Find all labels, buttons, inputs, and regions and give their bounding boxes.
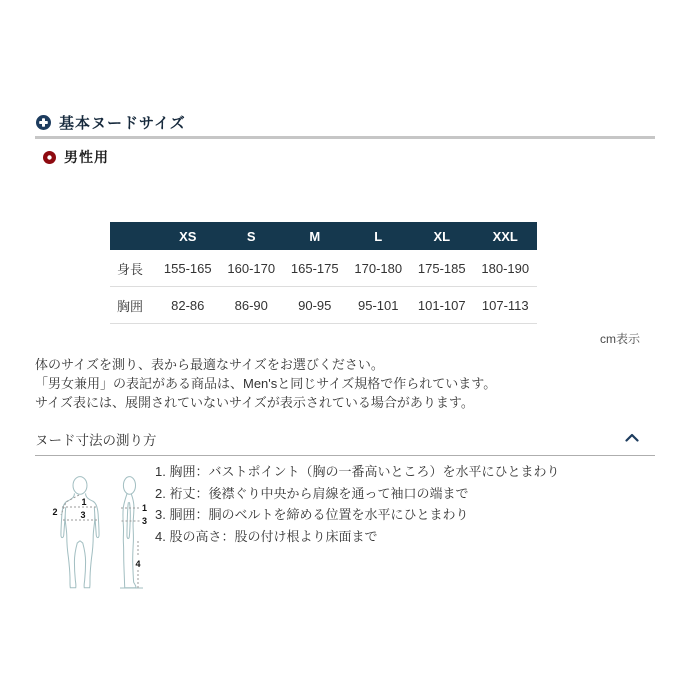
measure-guide-toggle[interactable]: ヌード寸法の測り方: [35, 433, 157, 448]
size-cell: 90-95: [283, 287, 347, 324]
size-cell: 95-101: [347, 287, 411, 324]
chevron-up-icon[interactable]: [625, 433, 639, 442]
size-notes: [35, 355, 496, 412]
note-line: サイズ表には、展開されていないサイズが表示されている場合があります。: [35, 395, 474, 410]
figure-label-4: 4: [135, 559, 141, 569]
plus-circle-icon: [36, 115, 51, 130]
row-label: 胸囲: [110, 287, 156, 324]
figure-label-3-right: 3: [141, 516, 148, 526]
figure-label-1-front: 1: [81, 497, 87, 507]
size-column-header: [110, 222, 156, 250]
note-line: 体のサイズを測り、表から最適なサイズをお選びください。: [35, 357, 384, 372]
size-cell: 175-185: [410, 250, 474, 287]
size-cell: 101-107: [410, 287, 474, 324]
size-cell: 86-90: [220, 287, 284, 324]
size-cell: 107-113: [474, 287, 538, 324]
figure-label-2: 2: [52, 507, 58, 517]
table-row: [110, 287, 537, 324]
figure-label-1-right: 1: [141, 503, 148, 513]
subsection-title: 男性用: [64, 149, 109, 165]
size-table: [110, 222, 537, 324]
instruction-line: 4. 股の高さ：股の付け根より床面まで: [155, 528, 378, 544]
instruction-line: 1. 胸囲：バストポイント（胸の一番高いところ）を水平にひとまわり: [155, 464, 560, 479]
size-cell: 82-86: [156, 287, 220, 324]
size-cell: 155-165: [156, 250, 220, 287]
size-column-header: L: [347, 222, 411, 250]
measure-guide-divider: [35, 455, 655, 456]
size-column-header: S: [220, 222, 284, 250]
unit-note: cm表示: [600, 332, 640, 346]
target-circle-icon: [43, 151, 56, 164]
size-column-header: XS: [156, 222, 220, 250]
instruction-line: 2. 裄丈：後襟ぐり中央から肩線を通って袖口の端まで: [155, 485, 469, 501]
size-column-header: M: [283, 222, 347, 250]
figure-label-3-front: 3: [80, 510, 86, 520]
size-table-header-row: [110, 222, 537, 250]
size-cell: 165-175: [283, 250, 347, 287]
note-line: 「男女兼用」の表記がある商品は、Men'sと同じサイズ規格で作られています。: [35, 376, 497, 391]
size-column-header: XL: [410, 222, 474, 250]
subsection-mens: [43, 147, 109, 167]
size-cell: 160-170: [220, 250, 284, 287]
size-cell: 170-180: [347, 250, 411, 287]
section-title: 基本ヌードサイズ: [59, 115, 186, 132]
size-cell: 180-190: [474, 250, 538, 287]
measure-instructions: [155, 461, 559, 547]
table-row: [110, 250, 537, 287]
row-label: 身長: [110, 250, 156, 287]
section-divider: [35, 136, 655, 139]
body-measurement-diagram: [50, 463, 155, 598]
instruction-line: 3. 胴囲：胴のベルトを締める位置を水平にひとまわり: [155, 507, 469, 522]
size-column-header: XXL: [474, 222, 538, 250]
section-basic-nude-size[interactable]: [36, 112, 186, 133]
